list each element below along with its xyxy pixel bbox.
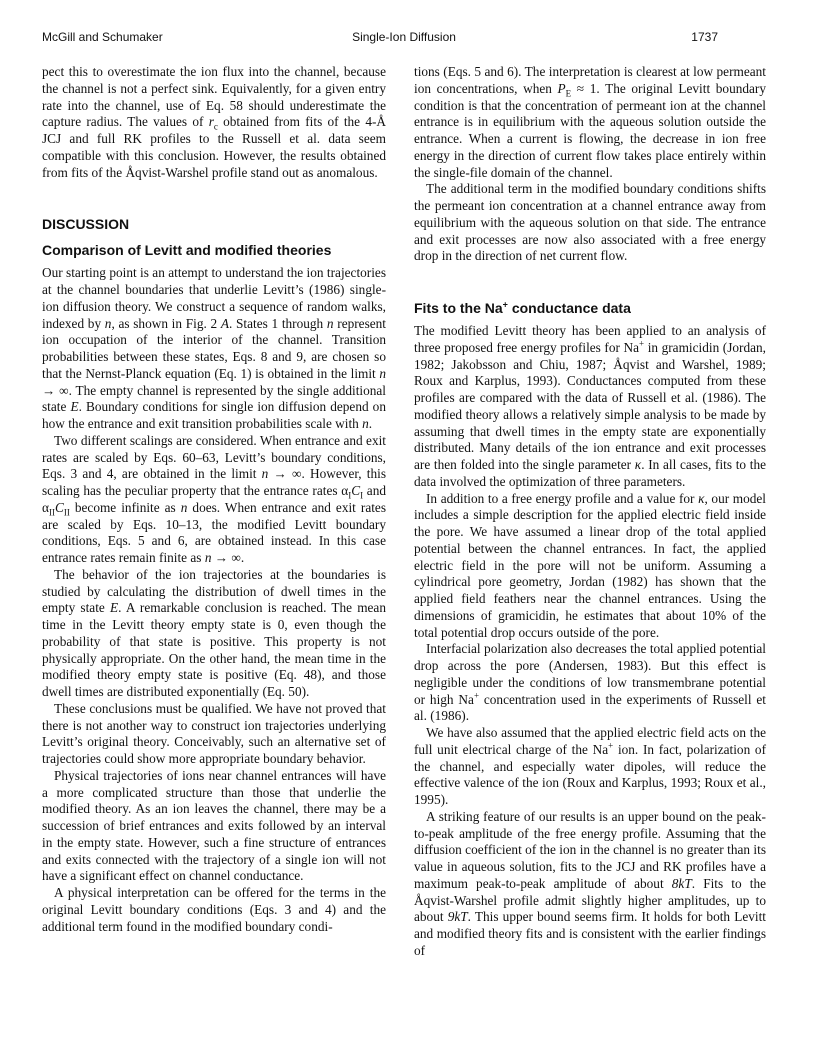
superscript: + (473, 690, 480, 701)
math-var: 8kT (671, 875, 692, 891)
running-head (42, 30, 766, 46)
text-run: and α (42, 483, 386, 515)
math-sub: I (360, 490, 364, 501)
paragraph: Physical trajectories of ions near channel entrances will have a more complicated structure than those that underlie the modified theory. As an ion leaves the channel, there may be a succession of brief entrances and exits followed by an interval in the empty state. However, such a fine structure of entrances and exits connected with the trajectory of a single ion will not have a significant effect on channel conductance. (42, 767, 386, 884)
subsection-heading (414, 299, 766, 317)
text-run: . States 1 through (228, 315, 327, 331)
paragraph (414, 323, 766, 491)
left-column (42, 64, 386, 935)
math-sub: II (63, 507, 70, 518)
text-run: . In all cases, fits to the data involved the optimization of three parameters. (414, 457, 766, 489)
text-run: become infinite as (69, 499, 181, 515)
paragraph (414, 641, 766, 725)
paragraph (42, 64, 386, 181)
paragraph (414, 64, 766, 181)
superscript: + (608, 740, 614, 751)
paragraph (414, 725, 766, 809)
text-run: We have also assumed that the applied electric field acts on the full unit electrical charge of the Na (414, 725, 766, 757)
text-run: → ∞. (211, 550, 245, 565)
text-run: . A remarkable conclusion is reached. The mean time in the Levitt theory empty state is 0, even though the probability of that state is positive. This property is not physically appropriate. On the other hand, the mean time in the modified theory empty state is positive (Eq. 48), and those dwell times are distributed exponentially (Eq. 50). (42, 600, 386, 699)
superscript: + (639, 338, 645, 349)
math-var: n (379, 365, 386, 381)
paragraph (42, 433, 386, 567)
text-run: Two different scalings are considered. When entrance and exit rates are scaled by Eqs. 60–63, Levitt’s boundary conditions, Eqs. 3 and 4, are obtained in the limit (42, 432, 386, 482)
math-var: n (261, 466, 269, 482)
paragraph: These conclusions must be qualified. We have not proved that there is not another way to construct ion trajectories underlying Levitt’s original theory. Conceivably, such an alternative set of trajectories could show more appropriate boundary behavior. (42, 700, 386, 766)
text-run: Our starting point is an attempt to understand the ion trajectories at the channel boundaries that underlie Levitt’s (1986) single-ion diffusion theory. We construct a sequence of random walks, indexed by (42, 265, 386, 331)
superscript: + (502, 299, 508, 310)
text-run: represent ion occupation of the interior of the channel. Transition probabilities between these states, Eqs. 8 and 9, are chosen so that the Nernst-Planck equation (Eq. 1) is obtained in the limit (42, 315, 386, 381)
text-run: . This upper bound seems firm. It holds for both Levitt and modified theory fits and is consistent with the earlier findings of (414, 909, 766, 958)
math-sub: c (213, 121, 218, 132)
text-run: , as shown in Fig. 2 (111, 315, 221, 331)
text-run: Fits to the Na (414, 300, 503, 316)
text-run: in gramicidin (Jordan, 1982; Jakobsson and Chiu, 1987; Åqvist and Warshel, 1989; Roux and Karplus, 1993). Conductances computed from these profiles are compared with the data of Russell et al. (1986). The modified theory allows a relatively simple analysis to be made by assuming that dwell times in the empty state are exponentially distributed. Many details of the ion entrance and exit processes are then folded into the single parameter (414, 339, 766, 472)
math-var: n (180, 499, 188, 515)
text-run: A striking feature of our results is an upper bound on the peak-to-peak amplitude of the free energy profile. Assuming that the diffusion coefficient of the ion in the channel is no greater than its value in aqueous solution, fits to the JCJ and RK profiles have a maximum peak-to-peak amplitude of about (414, 808, 766, 891)
text-run: . Boundary conditions for single ion diffusion depend on how the entrance and exit transition probabilities scale with (42, 399, 386, 431)
math-var: E (109, 600, 119, 616)
text-run: concentration used in the experiments of Russell et al. (1986). (414, 691, 766, 724)
math-var: n (104, 315, 112, 331)
text-run: . Fits to the Åqvist-Warshel profile admit slightly higher amplitudes, up to about (414, 875, 767, 925)
math-var: 9kT (447, 909, 468, 925)
paragraph (414, 491, 766, 642)
subsection-heading: Comparison of Levitt and modified theories (42, 242, 332, 259)
text-run: → ∞. The empty channel is represented by the single additional state (42, 382, 386, 415)
paragraph: The additional term in the modified boundary conditions shifts the permeant ion concentration at a channel entrance away from equilibrium with the aqueous solution on that side. The entrance and exit processes are now also associated with a free energy drop in the direction of net current flow. (414, 181, 766, 264)
text-run: does. When entrance and exit rates are scaled by Eqs. 10–13, the modified Levitt boundary conditions, Eqs. 5 and 6, are obtained instead. In this case entrance rates remain finite as (42, 499, 386, 565)
text-run: conductance data (507, 300, 631, 316)
page-number: 1737 (691, 30, 718, 44)
math-var: κ (698, 490, 705, 506)
paragraph (42, 567, 386, 701)
math-var: r (208, 114, 214, 130)
math-var: P (557, 80, 566, 96)
paragraph (414, 809, 766, 960)
right-column (414, 64, 766, 960)
paragraph (42, 265, 386, 433)
text-run: The behavior of the ion trajectories at the boundaries is studied by calculating the distribution of dwell times in the empty state (42, 566, 386, 616)
math-sub: E (565, 88, 572, 99)
math-var: C (351, 483, 361, 498)
math-sub: II (48, 507, 55, 518)
math-var: n (204, 550, 212, 565)
paragraph: A physical interpretation can be offered for the terms in the original Levitt boundary conditions (Eqs. 3 and 4) and the additional term found in the modified boundary condi- (42, 885, 386, 934)
math-sub: I (348, 490, 352, 501)
text-run: In addition to a free energy profile and a value for (426, 490, 699, 506)
text-run: tions (Eqs. 5 and 6). The interpretation is clearest at low permeant ion concentrations, when (414, 64, 766, 96)
math-var: C (54, 499, 64, 515)
running-head-title: Single-Ion Diffusion (352, 30, 456, 44)
text-run: Interfacial polarization also decreases the total applied potential drop across the pore (Andersen, 1983). But this effect is negligible under the conditions of low transmembrane potential or high Na (414, 641, 766, 707)
text-run: ion. In fact, polarization of the channel, and especially water dipoles, will reduce the effective valence of the ion (Roux and Karplus, 1993; Roux et al., 1995). (414, 741, 767, 807)
math-var: n (326, 315, 334, 331)
text-run: → ∞. However, this scaling has the peculiar property that the entrance rates α (42, 466, 386, 498)
text-run: , our model includes a simple description for the applied electric field inside the pore. We have assumed a linear drop of the total applied potential between the channel entrances. In fact, the applied electric field in the pore will not be uniform. Assuming a cylindrical pore geometry, Jordan (1982) has shown that the applied field feathers near the channel entrances. Using the dimensions of gramicidin, he estimates that about 10% of the total potential drop occurs outside of the pore. (414, 490, 766, 640)
math-var: κ (634, 457, 642, 472)
text-run: The modified Levitt theory has been applied to an analysis of three proposed free energy profiles for Na (414, 323, 766, 355)
text-run: ≈ 1. The original Levitt boundary condition is that the concentration of permeant ion at the channel entrance is in equilibrium with the aqueous solution outside the entrance. When a current is flowing, the decrease in ion free energy in the direction of current flow takes place entirely within the single-file domain of the channel. (414, 80, 766, 180)
text-run: . (368, 416, 373, 431)
math-var: A (220, 315, 229, 331)
running-head-authors: McGill and Schumaker (42, 30, 163, 44)
math-var: E (70, 399, 79, 415)
math-var: n (362, 416, 369, 431)
text-run: pect this to overestimate the ion flux into the channel, because the channel is not a perfect sink. Equivalently, for a given entry rate into the channel, use of Eq. 58 should underestimate the capture radius. The values of (42, 64, 386, 130)
text-run: obtained from fits of the 4-Å JCJ and full RK profiles to the Russell et al. data seem compatible with this conclusion. However, the results obtained from fits of the Åqvist-Warshel profile stand out as anomalous. (42, 114, 387, 180)
section-heading: DISCUSSION (42, 216, 130, 233)
